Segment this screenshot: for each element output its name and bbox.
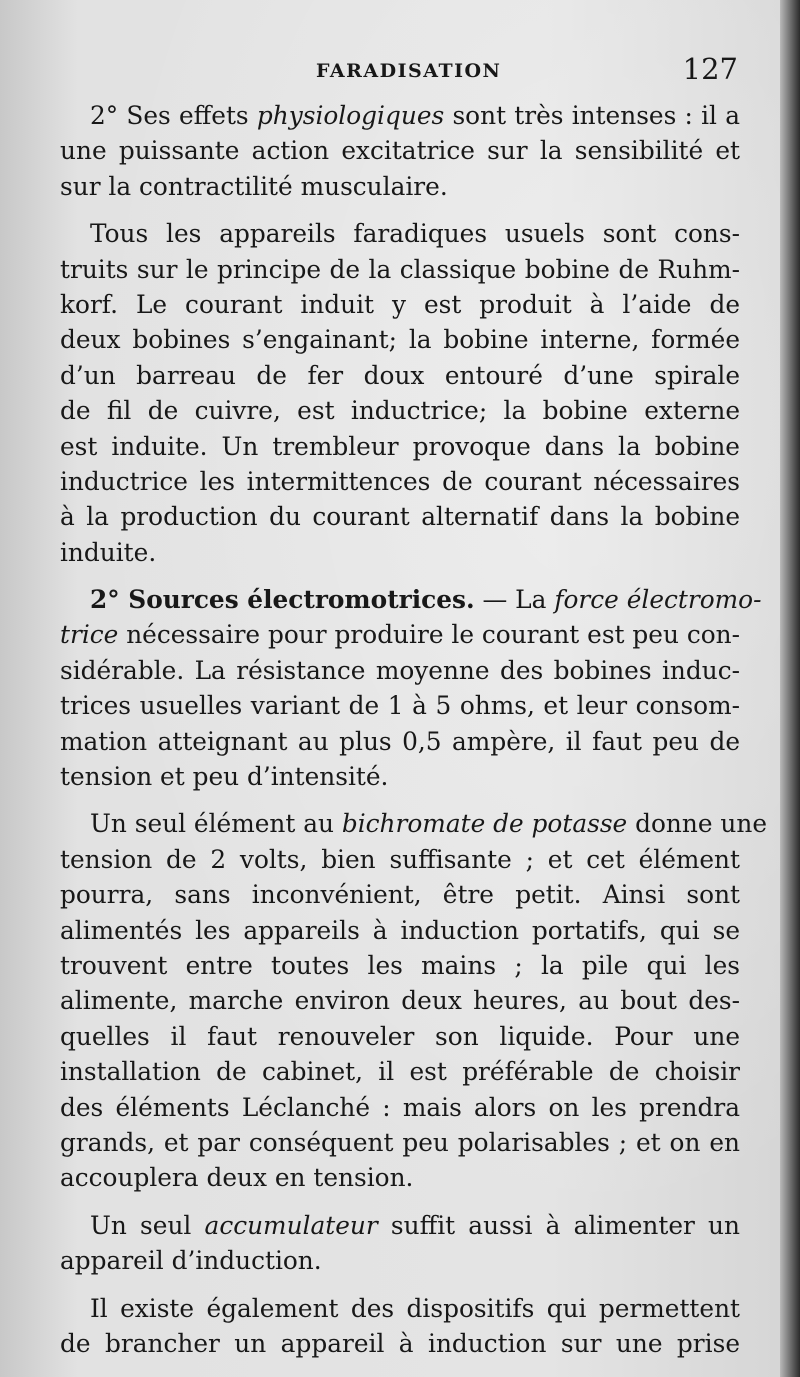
text-run: d’un barreau de fer doux entouré d’une spirale	[60, 360, 740, 390]
text-line	[60, 216, 740, 251]
page-header	[60, 52, 740, 92]
text-run: truits sur le principe de la classique bobine de Ruhm-	[60, 254, 740, 284]
italic-text: force électromo-	[554, 585, 762, 615]
text-run: Un seul élément au	[90, 809, 342, 839]
text-run: quelles il faut renouveler son liquide. Pour une	[60, 1021, 740, 1051]
text-run: deux bobines s’engainant; la bobine interne, formée	[60, 325, 740, 355]
italic-text: bichromate de potasse	[341, 809, 628, 839]
paragraph	[60, 216, 740, 570]
paragraph-gap	[60, 794, 740, 806]
italic-text: physiologiques	[256, 101, 445, 130]
text-run: est induite. Un trembleur provoque dans la bobine	[60, 431, 740, 461]
text-line	[60, 653, 740, 688]
text-run: à la production du courant alternatif dans la bobine	[60, 502, 740, 532]
paragraph-gap	[60, 1196, 740, 1208]
paragraph-gap	[60, 1279, 740, 1291]
text-line	[60, 169, 740, 204]
text-line	[60, 464, 740, 499]
text-line	[60, 133, 740, 168]
text-run: alimente, marche environ deux heures, au bout des-	[60, 986, 740, 1016]
text-line	[60, 1125, 740, 1160]
text-run: trices usuelles variant de 1 à 5 ohms, et leur consom-	[60, 691, 740, 721]
text-run: korf. Le courant induit y est produit à l’aide de	[60, 289, 740, 319]
text-run: sont très intenses : il a	[444, 101, 740, 130]
text-run: induite.	[60, 537, 157, 567]
text-line	[60, 252, 740, 287]
text-line	[60, 877, 740, 912]
text-run: tension de 2 volts, bien suffisante ; et cet élément	[60, 844, 740, 874]
text-line	[60, 1019, 740, 1054]
text-run: de brancher un appareil à induction sur une prise	[60, 1328, 740, 1358]
text-line	[60, 98, 740, 133]
text-line	[60, 688, 740, 723]
page-edge-shadow	[780, 0, 800, 1377]
text-run: Tous les appareils faradiques usuels sont cons-	[90, 219, 740, 249]
text-run: de fil de cuivre, est inductrice; la bobine externe	[60, 396, 740, 426]
text-line	[60, 1291, 740, 1326]
text-run: suffit aussi à alimenter un	[377, 1210, 740, 1240]
text-run: Un seul	[90, 1210, 205, 1240]
italic-text: accumulateur	[204, 1210, 378, 1240]
text-line	[60, 1160, 740, 1195]
text-line	[60, 358, 740, 393]
text-run: accouplera deux en tension.	[60, 1163, 414, 1193]
text-run: grands, et par conséquent peu polarisables ; et on en	[60, 1127, 740, 1157]
text-line	[60, 1326, 740, 1361]
text-run: pourra, sans inconvénient, être petit. Ainsi sont	[60, 880, 740, 910]
text-run: donne une	[627, 809, 768, 839]
text-line	[60, 948, 740, 983]
page-number: 127	[682, 52, 738, 86]
text-line	[60, 617, 740, 652]
text-line	[60, 1054, 740, 1089]
text-run: trouvent entre toutes les mains ; la pile qui les	[60, 950, 740, 980]
text-line	[60, 759, 740, 794]
text-line	[60, 429, 740, 464]
running-title: FARADISATION	[316, 60, 502, 82]
text-run: nécessaire pour produire le courant est peu con-	[118, 620, 740, 650]
text-run: mation atteignant au plus 0,5 ampère, il faut peu de	[60, 726, 740, 756]
text-run: Il existe également des dispositifs qui permettent	[90, 1293, 740, 1323]
italic-text: trice	[60, 620, 119, 650]
text-line	[60, 393, 740, 428]
bold-heading: 2° Sources électromotrices.	[90, 585, 475, 615]
paragraph-gap	[60, 570, 740, 582]
text-run: une puissante action excitatrice sur la sensibilité et	[60, 136, 740, 166]
text-line	[60, 499, 740, 534]
text-line	[60, 1243, 740, 1278]
paragraph	[60, 582, 762, 794]
text-run: appareil d’induction.	[60, 1246, 322, 1276]
paragraph	[60, 1291, 740, 1362]
text-line	[60, 322, 740, 357]
paragraph	[60, 1208, 740, 1279]
text-line	[60, 582, 762, 617]
text-line	[60, 1208, 740, 1243]
text-line	[60, 913, 740, 948]
text-line	[60, 1090, 740, 1125]
text-run: sur la contractilité musculaire.	[60, 171, 448, 201]
text-line	[60, 535, 740, 570]
text-line	[60, 287, 740, 322]
paragraph	[60, 806, 768, 1195]
text-line	[60, 806, 768, 841]
text-run: tension et peu d’intensité.	[60, 762, 389, 792]
text-run: sidérable. La résistance moyenne des bobines induc-	[60, 655, 740, 685]
text-line	[60, 983, 740, 1018]
text-line	[60, 724, 740, 759]
text-run: des éléments Léclanché : mais alors on les prendra	[60, 1092, 740, 1122]
text-line	[60, 842, 740, 877]
text-run: alimentés les appareils à induction portatifs, qui se	[60, 915, 740, 945]
text-run: — La	[474, 585, 555, 615]
body-text	[60, 98, 768, 1361]
text-run: inductrice les intermittences de courant nécessaires	[60, 466, 740, 496]
text-run: 2° Ses effets	[90, 101, 257, 130]
paragraph-gap	[60, 204, 740, 216]
paragraph	[60, 98, 740, 204]
text-run: installation de cabinet, il est préférable de choisir	[60, 1057, 740, 1087]
